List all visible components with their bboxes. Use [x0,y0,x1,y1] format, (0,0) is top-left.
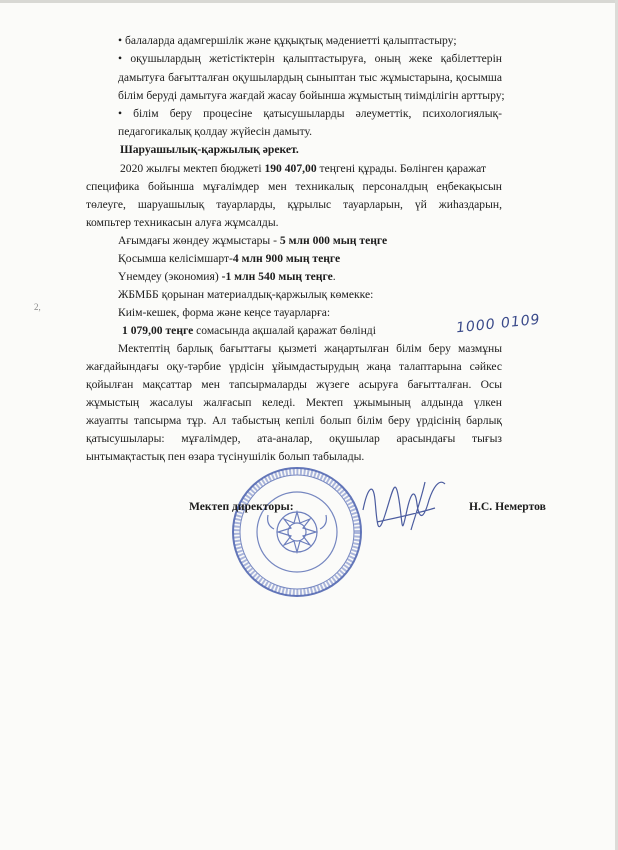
economy-line [118,269,502,284]
repair-value: 5 млн 000 мың теңге [279,234,388,247]
handwritten-note: 1000 0109 [455,311,542,337]
repair-label: Ағымдағы жөндеу жұмыстары - [118,234,280,247]
budget-amount: 190 407,00 [264,162,317,175]
contract-line [118,251,502,266]
text-line: Мектептің барлық бағыттағы қызметі жаңартылған білім беру мазмұны [118,342,502,355]
budget-pre: 2020 жылғы мектеп бюджеті [120,162,265,175]
contract-label: Қосымша келісімшарт- [118,252,233,265]
director-name: Н.С. Немертов [469,500,546,513]
bullet-line-1: • балаларда адамгершілік және құқықтық мәдениетті қалыптастыру; [118,34,457,47]
margin-mark: 2, [34,302,41,312]
text-line: специфика бойынша мұғалімдер мен техникалық персоналдың еңбекақысын [86,180,502,193]
cash-value: 1 079,00 теңге [122,324,194,337]
bullet-line-3: • білім беру процесіне қатысушыларды әлеуметтік, психологиялық- [118,107,502,120]
economy-value: -1 млн 540 мың теңге [221,270,333,283]
economy-end: . [332,270,336,283]
repair-line [118,233,502,248]
budget-post: теңгені құрады. Бөлінген қаражат [316,162,487,175]
contract-value: 4 млн 900 мың теңге [232,252,341,265]
cash-post: сомасында ақшалай қаражат бөлінді [193,324,376,337]
text-line: төлеуге, шаруашылық тауарларды, құрылыс тауарларын, үй жиһаздарын, [86,198,502,211]
director-label: Мектеп директоры: [189,500,294,513]
economy-label: Үнемдеу (экономия) [118,270,222,283]
bullet-line-2: • оқушылардың жетістіктерін қалыптастыруға, оның жеке қабілеттерін [118,52,502,65]
official-stamp [230,465,364,599]
text-line: ынтымақтастық пен өзара түсінушілік болып табылады. [86,450,365,463]
text-line: жауапты тапсырма тұр. Ал табыстың кепілі болып білім беру үрдісінің барлық [86,414,502,427]
director-signature [355,470,455,550]
cash-line [122,323,506,338]
section-heading: Шаруашылық-қаржылық әрекет. [120,143,299,156]
text-line: компьтер техникасын алуға жұмсалды. [86,216,279,229]
text-line: жұмыстың жасалуы жалғасып келеді. Мектеп ұжымының алдында үлкен [86,396,502,409]
text-line: дамытуға бағытталған оқушылардың сыныптан тыс жұмыстарына, қосымша [118,71,502,84]
text-line: педагогикалық қолдау жүйесін дамыту. [118,125,313,138]
text-line: жағдайындағы оқу-тәрбие үрдісін ұйымдастырудың жаңа талаптарына сәйкес [86,360,502,373]
text-line: қатысушылары: мұғалімдер, ата-аналар, оқушылар арасындағы тығыз [86,432,502,445]
fund-line: ЖБМББ қорынан материалдық-қаржылық көмекке: [118,288,374,301]
clothes-line: Киім-кешек, форма және кеңсе тауарларға: [118,306,331,319]
text-line: қойылған мақсаттар мен тапсырмаларды жүзеге асыруға бағытталған. Осы [86,378,502,391]
scan-edge-top [0,0,618,3]
text-line: білім беруді дамытуға жағдай жасау бойынша жұмыстың тиімділігін арттыру; [118,89,505,102]
budget-line [120,161,504,176]
